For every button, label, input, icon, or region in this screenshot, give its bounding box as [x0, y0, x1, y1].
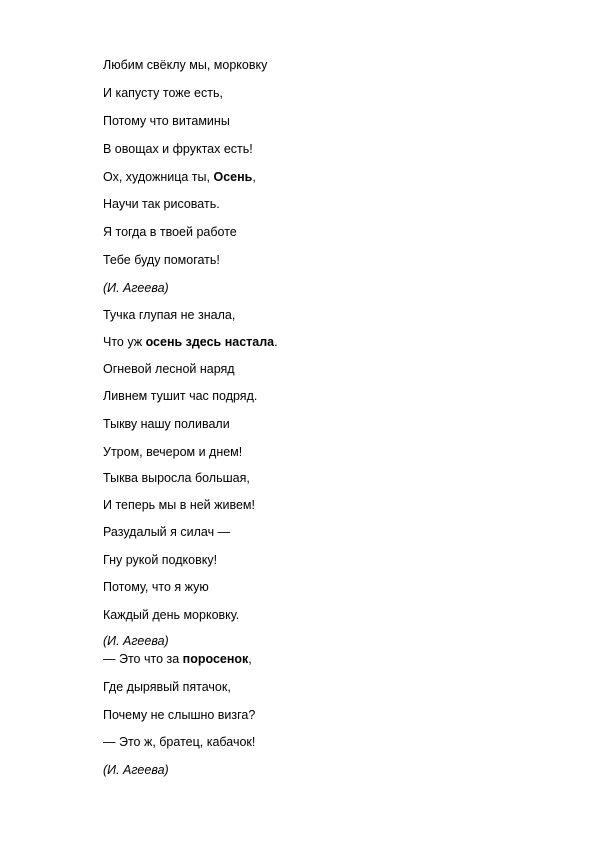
poem-line: И капусту тоже есть,: [103, 86, 223, 100]
poem-line: [103, 335, 278, 349]
poem-line: [103, 170, 256, 184]
poem-line: Любим свёклу мы, морковку: [103, 58, 268, 72]
bold-word: Осень: [213, 170, 253, 184]
line-text: — Это что за: [103, 652, 183, 666]
poem-line: Огневой лесной наряд: [103, 362, 235, 376]
poem-line: Потому, что я жую: [103, 580, 209, 594]
poem-line: Ливнем тушит час подряд.: [103, 389, 258, 403]
bold-phrase: осень здесь настала: [145, 335, 275, 349]
line-punct: .: [274, 335, 278, 349]
bold-word: поросенок: [182, 652, 249, 666]
author-attribution: (И. Агеева): [103, 634, 169, 648]
poem-line: Я тогда в твоей работе: [103, 225, 237, 239]
poem-line: — Это ж, братец, кабачок!: [103, 735, 256, 749]
poem-line: Утром, вечером и днем!: [103, 445, 243, 459]
author-attribution: (И. Агеева): [103, 281, 169, 295]
poem-line: Разудалый я силач —: [103, 525, 231, 539]
poem-line: [103, 652, 252, 666]
poem-line: Тебе буду помогать!: [103, 253, 220, 267]
line-text: Что уж: [103, 335, 146, 349]
line-text: Ох, художница ты,: [103, 170, 214, 184]
poem-line: И теперь мы в ней живем!: [103, 498, 255, 512]
author-attribution: (И. Агеева): [103, 763, 169, 777]
poem-line: Тыкву нашу поливали: [103, 417, 230, 431]
line-punct: ,: [248, 652, 252, 666]
poem-line: Тыква выросла большая,: [103, 471, 250, 485]
line-punct: ,: [252, 170, 256, 184]
poem-line: Почему не слышно визга?: [103, 708, 256, 722]
poem-line: Где дырявый пятачок,: [103, 680, 231, 694]
poem-line: В овощах и фруктах есть!: [103, 142, 253, 156]
poem-line: Каждый день морковку.: [103, 608, 240, 622]
poem-line: Научи так рисовать.: [103, 197, 220, 211]
poem-line: Потому что витамины: [103, 114, 230, 128]
poem-line: Гну рукой подковку!: [103, 553, 218, 567]
poem-line: Тучка глупая не знала,: [103, 308, 236, 322]
